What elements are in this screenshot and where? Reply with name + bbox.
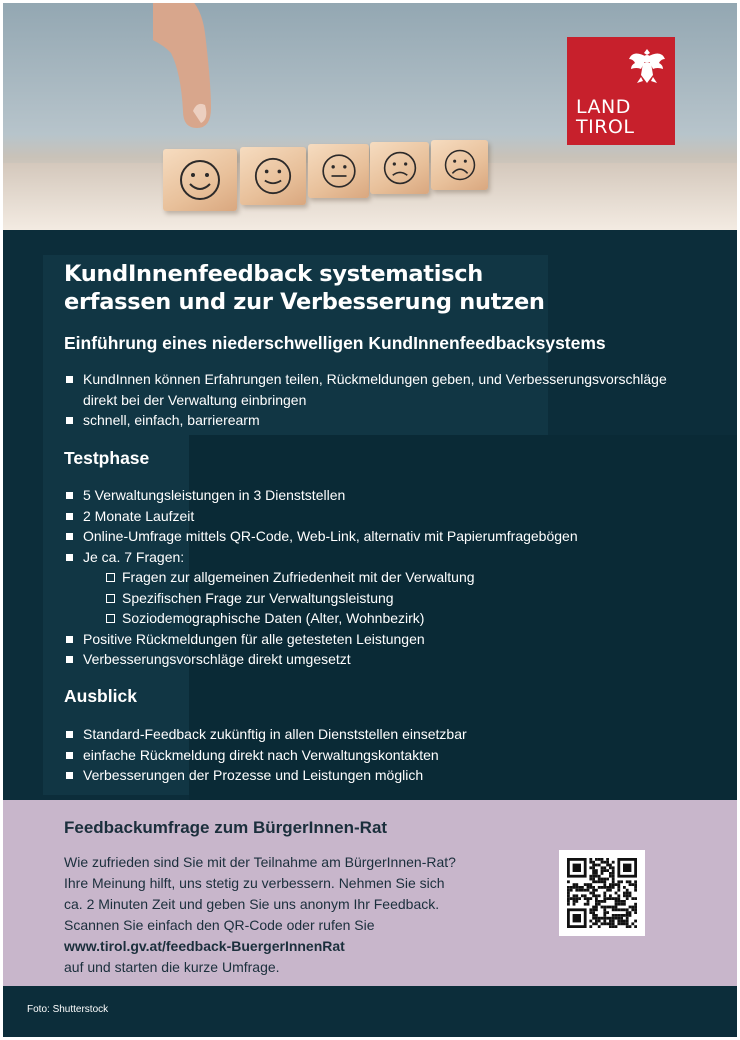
ausblick-bullet-list	[64, 724, 467, 786]
list-item: 5 Verwaltungsleistungen in 3 Dienststellen	[64, 485, 578, 506]
list-item	[64, 547, 578, 629]
list-item: Standard-Feedback zukünftig in allen Dienststellen einsetzbar	[64, 724, 467, 745]
testphase-bullet-list	[64, 485, 578, 670]
feedback-line: Scannen Sie einfach den QR-Code oder rufen Sie	[64, 917, 375, 933]
feedback-line: auf und starten die kurze Umfrage.	[64, 959, 280, 975]
sad-face-icon	[383, 151, 417, 185]
list-item-text: direkt bei der Verwaltung einbringen	[83, 391, 307, 408]
intro-bullet-list	[64, 369, 667, 431]
list-item: einfache Rückmeldung direkt nach Verwaltungskontakten	[64, 745, 467, 766]
pointing-finger-icon	[153, 3, 213, 143]
feedback-heading: Feedbackumfrage zum BürgerInnen-Rat	[64, 818, 388, 837]
very-sad-face-cube	[431, 140, 488, 190]
list-item	[64, 369, 667, 410]
land-tirol-logo	[567, 37, 675, 145]
qr-code-icon[interactable]	[559, 850, 645, 936]
neutral-face-icon	[321, 154, 356, 189]
neutral-face-cube	[308, 144, 369, 198]
list-item: Verbesserungen der Prozesse und Leistungen möglich	[64, 765, 467, 786]
sub-bullet-list	[83, 567, 578, 629]
feedback-line: Wie zufrieden sind Sie mit der Teilnahme am BürgerInnen-Rat?	[64, 854, 456, 870]
list-item	[64, 410, 667, 431]
main-content-panel	[3, 230, 737, 800]
feedback-line: ca. 2 Minuten Zeit und geben Sie uns anonym Ihr Feedback.	[64, 896, 440, 912]
feedback-url-link[interactable]: www.tirol.gv.at/feedback-BuergerInnenRat	[64, 938, 345, 954]
sub-list-item: Spezifischen Frage zur Verwaltungsleistung	[105, 588, 578, 609]
photo-credit: Foto: Shutterstock	[27, 1004, 109, 1015]
list-item-text: schnell, einfach, barrierearm	[83, 412, 260, 428]
very-sad-face-icon	[444, 149, 476, 181]
list-item: 2 Monate Laufzeit	[64, 506, 578, 527]
list-item: Verbesserungsvorschläge direkt umgesetzt	[64, 649, 578, 670]
footer	[3, 986, 737, 1037]
feedback-text	[64, 852, 456, 978]
tyrol-eagle-icon	[627, 45, 667, 87]
logo-line-land: LAND	[576, 96, 631, 118]
subtitle: Einführung eines niederschwelligen KundInnenfeedbacksystems	[64, 333, 606, 353]
happy-face-cube	[163, 149, 237, 211]
title-line: erfassen und zur Verbesserung nutzen	[64, 289, 545, 315]
sad-face-cube	[370, 142, 429, 194]
page-title	[64, 260, 545, 316]
smiling-face-cube	[240, 147, 306, 205]
header-photo	[3, 3, 737, 230]
section-heading-testphase: Testphase	[64, 448, 150, 468]
happy-face-icon	[254, 157, 292, 195]
list-item: Online-Umfrage mittels QR-Code, Web-Link, alternativ mit Papierumfragebögen	[64, 526, 578, 547]
list-item-text: KundInnen können Erfahrungen teilen, Rückmeldungen geben, und Verbesserungsvorschläge	[83, 371, 667, 387]
feedback-panel	[3, 800, 737, 986]
sub-list-item: Fragen zur allgemeinen Zufriedenheit mit der Verwaltung	[105, 567, 578, 588]
logo-line-tirol: TIROL	[576, 116, 635, 138]
list-item: Positive Rückmeldungen für alle getesteten Leistungen	[64, 629, 578, 650]
very-happy-face-icon	[179, 159, 221, 201]
title-line: KundInnenfeedback systematisch	[64, 261, 484, 287]
sub-list-item: Soziodemographische Daten (Alter, Wohnbezirk)	[105, 608, 578, 629]
poster	[3, 3, 737, 1037]
feedback-line: Ihre Meinung hilft, uns stetig zu verbessern. Nehmen Sie sich	[64, 875, 445, 891]
logo-wordmark	[576, 97, 634, 137]
section-heading-ausblick: Ausblick	[64, 686, 137, 706]
list-item-text: Je ca. 7 Fragen:	[83, 548, 185, 565]
